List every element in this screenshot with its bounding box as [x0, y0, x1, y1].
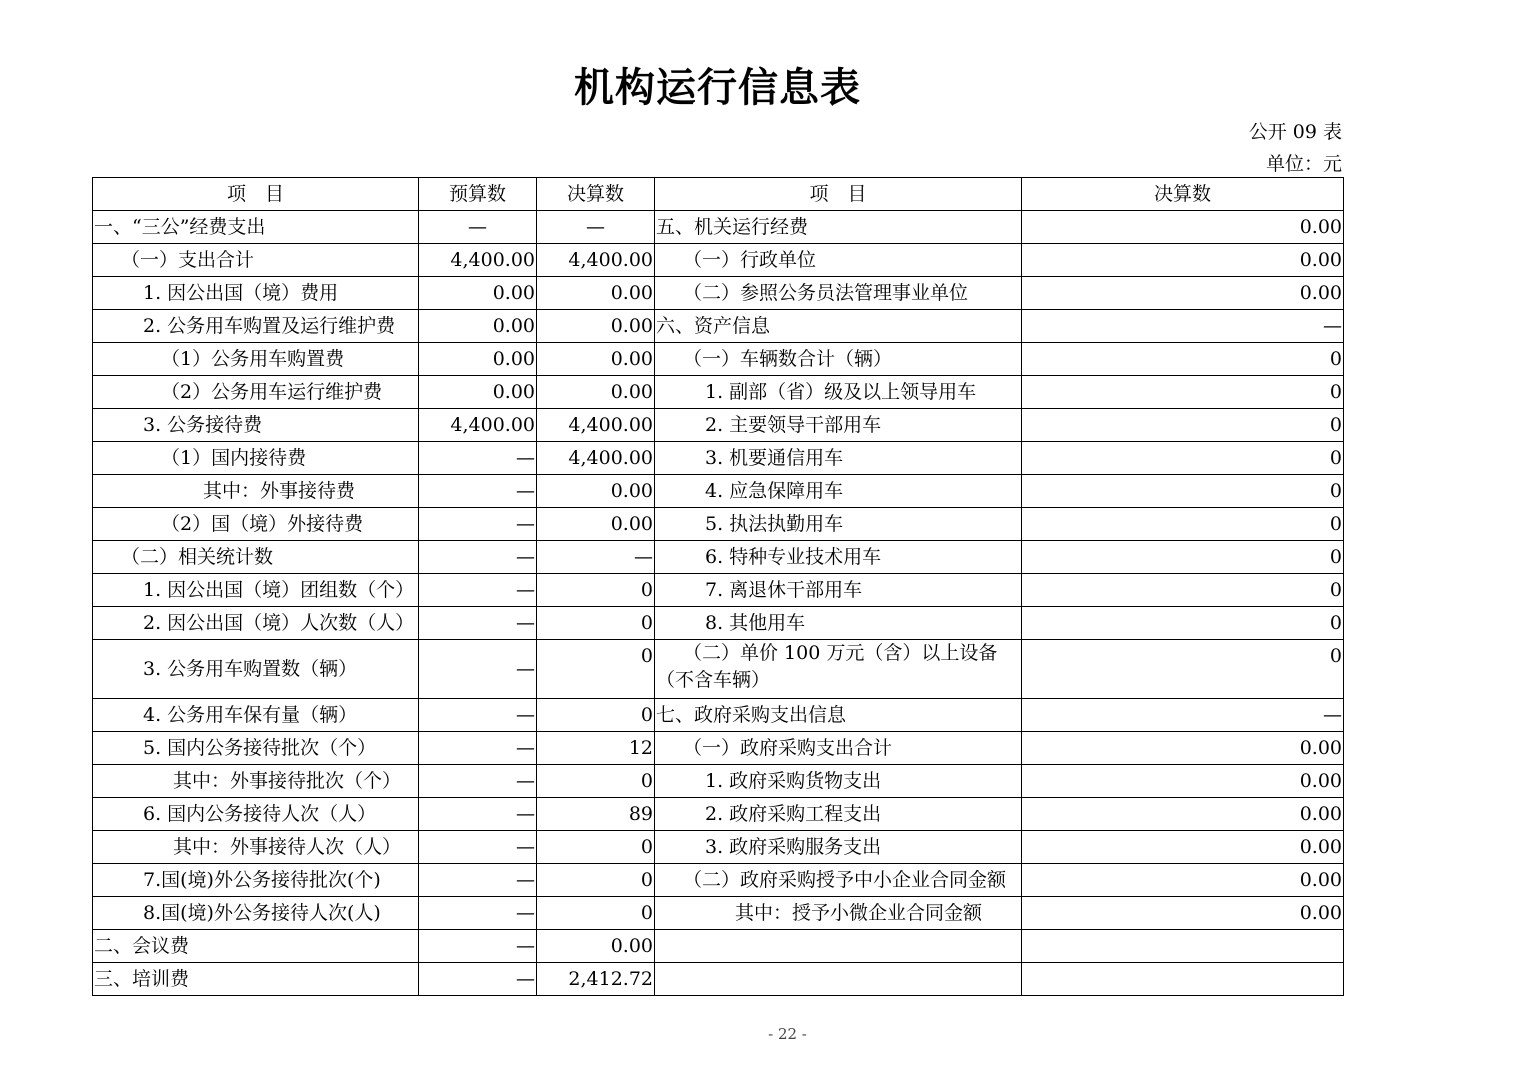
row-final: 0.00	[537, 376, 655, 409]
table-row	[93, 442, 1344, 475]
row-item: （2）公务用车运行维护费	[93, 376, 419, 409]
row-budget: —	[419, 897, 537, 930]
row-final: 0.00	[537, 277, 655, 310]
row-item: （1）国内接待费	[93, 442, 419, 475]
row-right-final: 0	[1022, 442, 1344, 475]
row-right-final: —	[1022, 699, 1344, 732]
row-right-item	[655, 963, 1022, 996]
row-right-final: 0	[1022, 508, 1344, 541]
row-budget: —	[419, 732, 537, 765]
institution-operation-table	[92, 177, 1344, 996]
row-right-final: 0	[1022, 607, 1344, 640]
row-item: （一）支出合计	[93, 244, 419, 277]
row-budget: —	[419, 211, 537, 244]
row-right-item: 六、资产信息	[655, 310, 1022, 343]
row-budget: 0.00	[419, 376, 537, 409]
row-right-final: 0	[1022, 376, 1344, 409]
table-row	[93, 831, 1344, 864]
row-budget: 4,400.00	[419, 244, 537, 277]
page-number: - 22 -	[768, 1025, 807, 1043]
table-row	[93, 963, 1344, 996]
row-final: 0.00	[537, 475, 655, 508]
row-final: 2,412.72	[537, 963, 655, 996]
row-right-final: 0.00	[1022, 798, 1344, 831]
table-row	[93, 244, 1344, 277]
row-final: 0.00	[537, 343, 655, 376]
row-item: （2）国（境）外接待费	[93, 508, 419, 541]
row-final: 4,400.00	[537, 442, 655, 475]
row-item: 8.国(境)外公务接待人次(人)	[93, 897, 419, 930]
row-right-final: 0.00	[1022, 831, 1344, 864]
row-final: 89	[537, 798, 655, 831]
table-row	[93, 640, 1344, 699]
row-item: 二、会议费	[93, 930, 419, 963]
row-right-final: 0	[1022, 343, 1344, 376]
table-row	[93, 607, 1344, 640]
row-budget: —	[419, 574, 537, 607]
row-right-item: 2. 主要领导干部用车	[655, 409, 1022, 442]
row-right-item: 8. 其他用车	[655, 607, 1022, 640]
row-right-final	[1022, 963, 1344, 996]
row-right-item: 3. 机要通信用车	[655, 442, 1022, 475]
row-budget: 0.00	[419, 343, 537, 376]
row-final: —	[537, 541, 655, 574]
row-right-item: （二）政府采购授予中小企业合同金额	[655, 864, 1022, 897]
row-final: 0	[537, 864, 655, 897]
row-item: 7.国(境)外公务接待批次(个)	[93, 864, 419, 897]
row-right-final: 0	[1022, 574, 1344, 607]
row-right-item: 2. 政府采购工程支出	[655, 798, 1022, 831]
row-right-item: 五、机关运行经费	[655, 211, 1022, 244]
table-row	[93, 732, 1344, 765]
row-final: 4,400.00	[537, 244, 655, 277]
row-right-final: 0	[1022, 475, 1344, 508]
table-row	[93, 864, 1344, 897]
table-row	[93, 765, 1344, 798]
row-final: 0.00	[537, 508, 655, 541]
table-row	[93, 574, 1344, 607]
table-row	[93, 508, 1344, 541]
row-final: 12	[537, 732, 655, 765]
table-row	[93, 541, 1344, 574]
row-budget: —	[419, 765, 537, 798]
header-budget: 预算数	[419, 178, 537, 211]
row-budget: —	[419, 798, 537, 831]
table-row	[93, 475, 1344, 508]
table-header-row	[93, 178, 1344, 211]
row-right-final: 0.00	[1022, 732, 1344, 765]
row-budget: —	[419, 475, 537, 508]
row-item: 1. 因公出国（境）团组数（个）	[93, 574, 419, 607]
row-budget: —	[419, 963, 537, 996]
row-right-item: 3. 政府采购服务支出	[655, 831, 1022, 864]
row-right-final: 0.00	[1022, 765, 1344, 798]
row-right-item	[655, 930, 1022, 963]
row-item: 3. 公务用车购置数（辆）	[93, 640, 419, 699]
row-right-final: 0.00	[1022, 244, 1344, 277]
table-row	[93, 211, 1344, 244]
row-right-final: 0.00	[1022, 211, 1344, 244]
row-right-item: 4. 应急保障用车	[655, 475, 1022, 508]
row-final: 0	[537, 640, 655, 699]
header-right-item: 项 目	[655, 178, 1022, 211]
row-right-item: （一）政府采购支出合计	[655, 732, 1022, 765]
row-right-final: —	[1022, 310, 1344, 343]
row-final: 4,400.00	[537, 409, 655, 442]
row-item: 4. 公务用车保有量（辆）	[93, 699, 419, 732]
row-item: 其中：外事接待批次（个）	[93, 765, 419, 798]
row-right-final: 0.00	[1022, 897, 1344, 930]
row-item: 其中：外事接待人次（人）	[93, 831, 419, 864]
row-right-item: 7. 离退休干部用车	[655, 574, 1022, 607]
row-budget: 0.00	[419, 277, 537, 310]
row-final: 0	[537, 897, 655, 930]
row-item: 一、“三公”经费支出	[93, 211, 419, 244]
row-budget: —	[419, 541, 537, 574]
row-item: 5. 国内公务接待批次（个）	[93, 732, 419, 765]
row-right-final: 0	[1022, 640, 1344, 699]
row-right-item: （一）车辆数合计（辆）	[655, 343, 1022, 376]
row-budget: —	[419, 640, 537, 699]
table-row	[93, 409, 1344, 442]
row-final: 0	[537, 765, 655, 798]
row-final: 0	[537, 831, 655, 864]
row-final: 0	[537, 574, 655, 607]
row-budget: —	[419, 699, 537, 732]
row-right-final	[1022, 930, 1344, 963]
row-budget: —	[419, 831, 537, 864]
table-row	[93, 310, 1344, 343]
row-item: 其中：外事接待费	[93, 475, 419, 508]
table-row	[93, 798, 1344, 831]
row-right-item: （二）单价 100 万元（含）以上设备（不含车辆）	[655, 640, 1022, 699]
header-left-item: 项 目	[93, 178, 419, 211]
table-row	[93, 699, 1344, 732]
row-budget: —	[419, 930, 537, 963]
row-right-item: 5. 执法执勤用车	[655, 508, 1022, 541]
row-right-final: 0	[1022, 541, 1344, 574]
row-budget: —	[419, 607, 537, 640]
row-item: （1）公务用车购置费	[93, 343, 419, 376]
table-row	[93, 897, 1344, 930]
row-right-final: 0.00	[1022, 864, 1344, 897]
row-budget: —	[419, 442, 537, 475]
row-item: 三、培训费	[93, 963, 419, 996]
header-right-final: 决算数	[1022, 178, 1344, 211]
row-right-item: 1. 副部（省）级及以上领导用车	[655, 376, 1022, 409]
row-item: 3. 公务接待费	[93, 409, 419, 442]
row-final: 0	[537, 607, 655, 640]
row-right-item: 其中：授予小微企业合同金额	[655, 897, 1022, 930]
row-right-item: 七、政府采购支出信息	[655, 699, 1022, 732]
row-final: 0.00	[537, 930, 655, 963]
row-right-item: （二）参照公务员法管理事业单位	[655, 277, 1022, 310]
header-final: 决算数	[537, 178, 655, 211]
row-right-item: 6. 特种专业技术用车	[655, 541, 1022, 574]
row-right-final: 0	[1022, 409, 1344, 442]
table-row	[93, 343, 1344, 376]
row-right-final: 0.00	[1022, 277, 1344, 310]
row-budget: —	[419, 864, 537, 897]
row-right-item: 1. 政府采购货物支出	[655, 765, 1022, 798]
row-final: —	[537, 211, 655, 244]
table-row	[93, 277, 1344, 310]
row-budget: 4,400.00	[419, 409, 537, 442]
table-code: 公开 09 表	[1248, 121, 1342, 143]
row-item: 2. 因公出国（境）人次数（人）	[93, 607, 419, 640]
table-row	[93, 376, 1344, 409]
row-item: 1. 因公出国（境）费用	[93, 277, 419, 310]
row-budget: —	[419, 508, 537, 541]
row-final: 0	[537, 699, 655, 732]
row-final: 0.00	[537, 310, 655, 343]
row-budget: 0.00	[419, 310, 537, 343]
row-item: （二）相关统计数	[93, 541, 419, 574]
page-title: 机构运行信息表	[574, 65, 861, 111]
row-right-item: （一）行政单位	[655, 244, 1022, 277]
table-row	[93, 930, 1344, 963]
unit-label: 单位：元	[1265, 153, 1342, 175]
row-item: 2. 公务用车购置及运行维护费	[93, 310, 419, 343]
row-item: 6. 国内公务接待人次（人）	[93, 798, 419, 831]
